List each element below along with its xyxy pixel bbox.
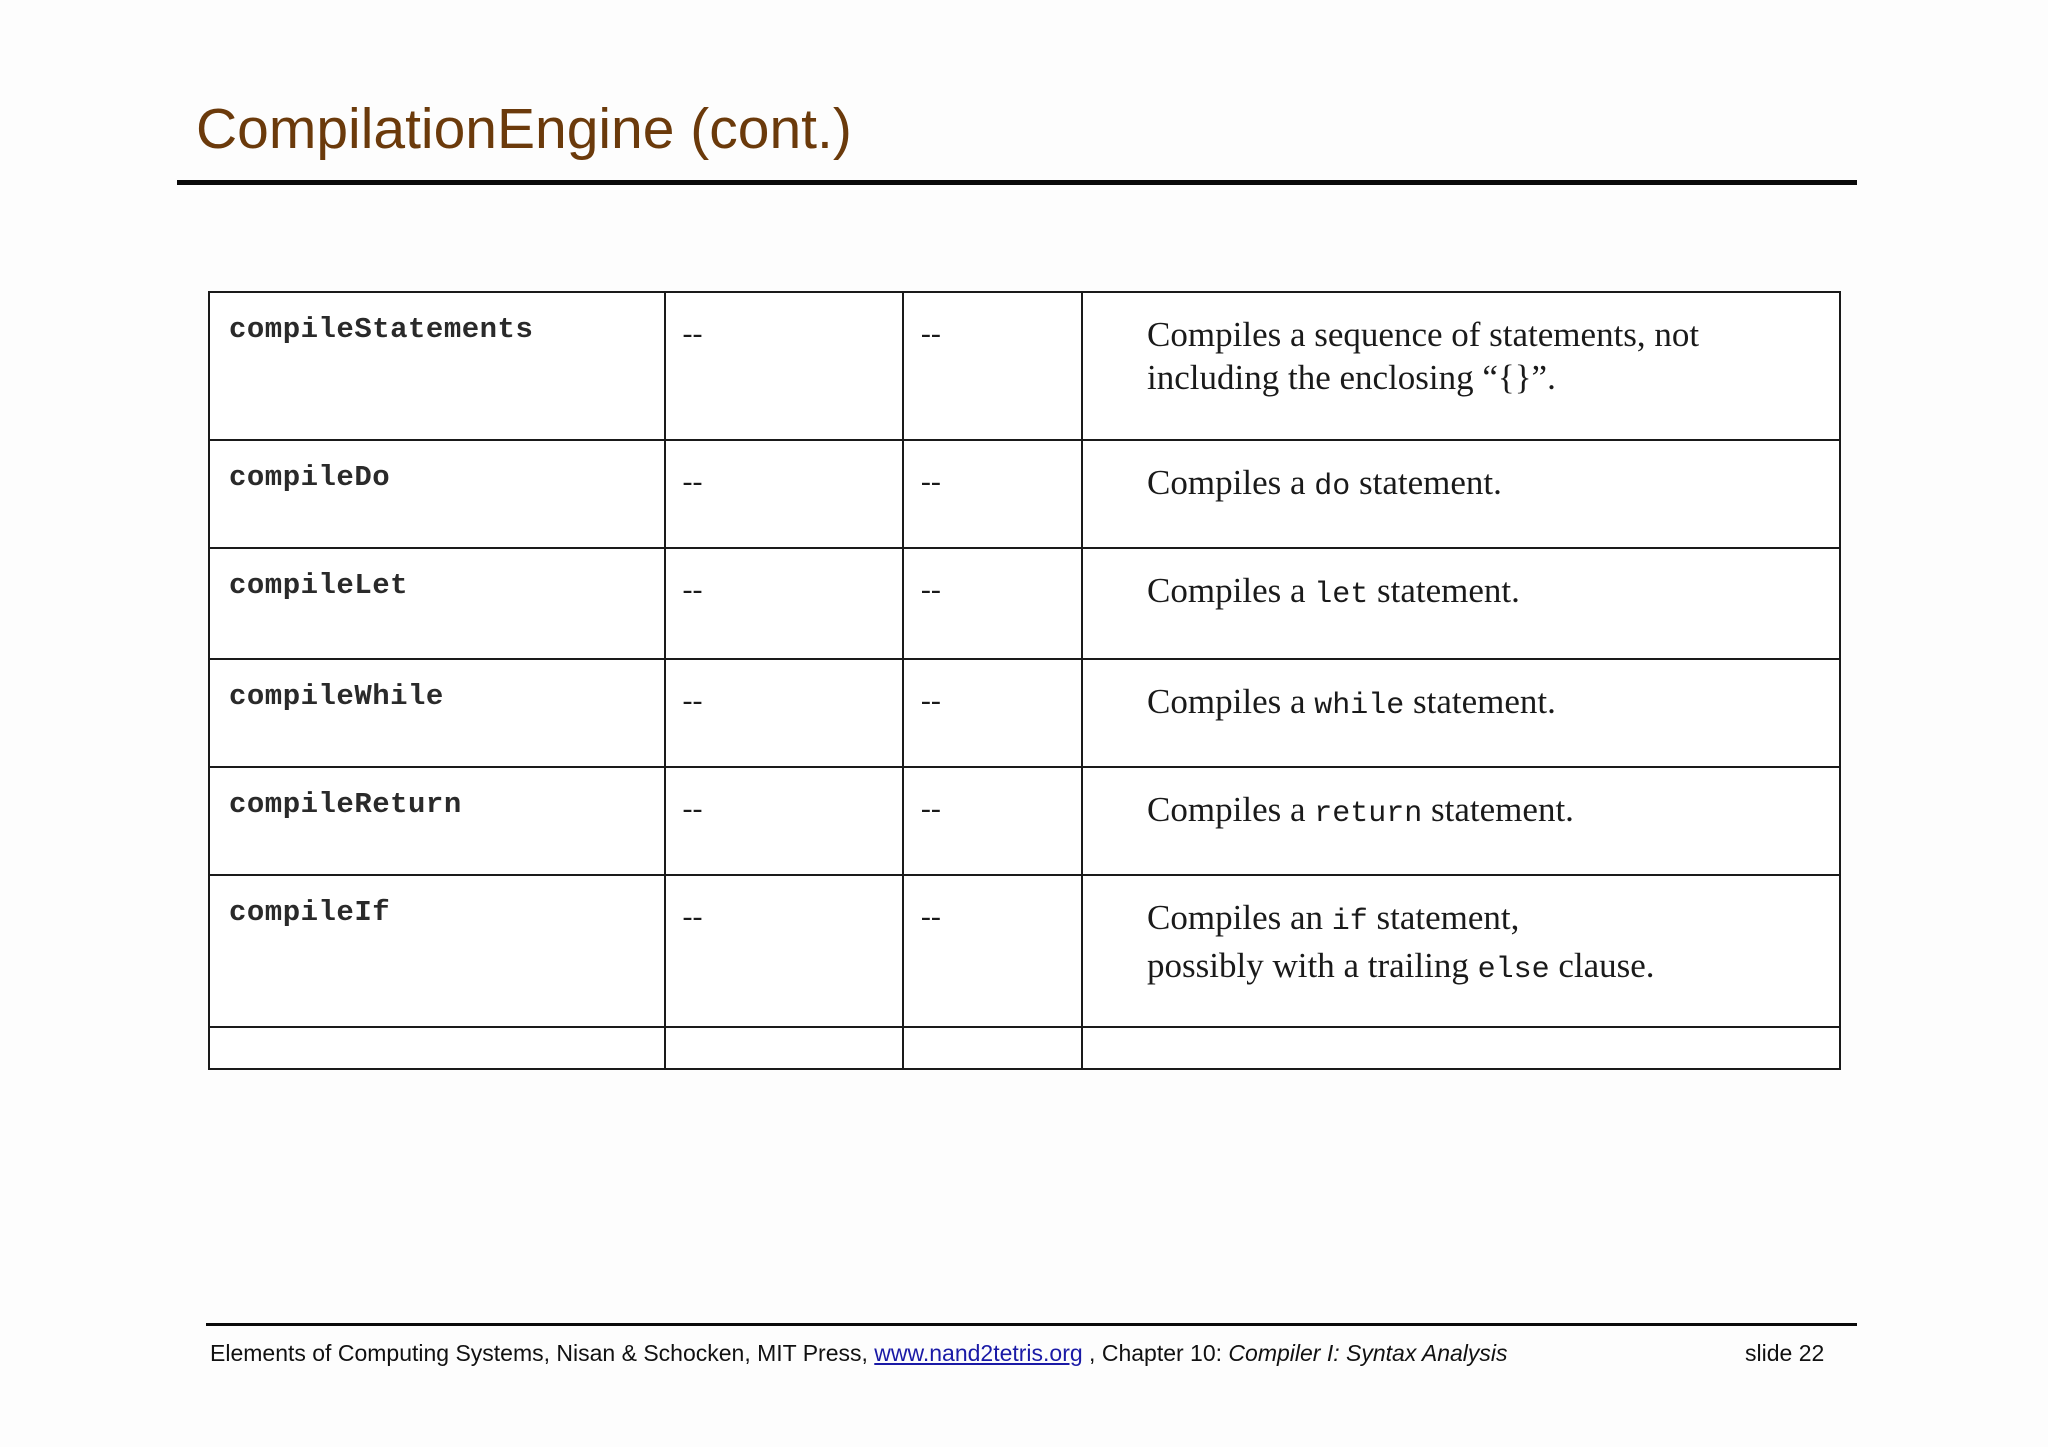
description-text: possibly with a trailing — [1147, 946, 1478, 985]
description-text: statement. — [1404, 682, 1556, 721]
footer-link[interactable]: www.nand2tetris.org — [874, 1340, 1083, 1366]
routine-returns: -- — [903, 440, 1082, 548]
routine-arguments: -- — [665, 548, 903, 659]
table-row — [209, 548, 1840, 659]
routine-description — [1082, 548, 1840, 659]
slide-number: slide 22 — [1745, 1340, 1825, 1366]
footer-chapter-title: Compiler I: Syntax Analysis — [1228, 1340, 1508, 1366]
table-row — [209, 292, 1840, 440]
description-code: return — [1314, 797, 1423, 831]
description-text: statement, — [1367, 898, 1520, 937]
description-code: while — [1314, 689, 1405, 723]
table-row-truncated — [209, 1027, 1840, 1069]
table-row — [209, 875, 1840, 1027]
api-table — [208, 291, 1841, 1070]
routine-name: compileLet — [209, 548, 665, 659]
description-text: clause. — [1549, 946, 1655, 985]
description-code: do — [1314, 470, 1351, 504]
footer-chapter-prefix: , Chapter 10: — [1082, 1340, 1229, 1366]
table-row — [209, 440, 1840, 548]
description-text: Compiles a sequence of statements, not including the enclosing “{}”. — [1147, 315, 1700, 397]
description-text: statement. — [1422, 790, 1574, 829]
routine-arguments: -- — [665, 292, 903, 440]
routine-returns: -- — [903, 292, 1082, 440]
routine-description — [1082, 440, 1840, 548]
routine-returns: -- — [903, 875, 1082, 1027]
title-divider — [177, 180, 1857, 185]
api-table-container — [208, 291, 1843, 987]
footer-source: Elements of Computing Systems, Nisan & Schocken, MIT Press, — [210, 1340, 875, 1366]
slide-title: CompilationEngine (cont.) — [196, 97, 852, 161]
routine-returns: -- — [903, 767, 1082, 875]
routine-description — [1082, 767, 1840, 875]
routine-description — [1082, 292, 1840, 440]
routine-arguments: -- — [665, 659, 903, 767]
routine-name: compileWhile — [209, 659, 665, 767]
description-code: let — [1314, 578, 1369, 612]
description-text: Compiles a — [1147, 571, 1315, 610]
description-code: else — [1477, 953, 1550, 987]
routine-arguments: -- — [665, 767, 903, 875]
footer-citation — [210, 1340, 1508, 1367]
description-text: statement. — [1350, 463, 1502, 502]
description-text: Compiles a — [1147, 463, 1315, 502]
description-text: statement. — [1368, 571, 1520, 610]
routine-description — [1082, 875, 1840, 1027]
routine-name: compileIf — [209, 875, 665, 1027]
routine-returns: -- — [903, 548, 1082, 659]
routine-name: compileStatements — [209, 292, 665, 440]
routine-returns: -- — [903, 659, 1082, 767]
routine-description — [1082, 659, 1840, 767]
table-row — [209, 659, 1840, 767]
footer-divider — [206, 1323, 1857, 1326]
routine-arguments: -- — [665, 440, 903, 548]
description-text: Compiles a — [1147, 790, 1315, 829]
table-row — [209, 767, 1840, 875]
description-code: if — [1331, 905, 1368, 939]
description-text: Compiles an — [1147, 898, 1332, 937]
description-text: Compiles a — [1147, 682, 1315, 721]
routine-arguments: -- — [665, 875, 903, 1027]
routine-name: compileDo — [209, 440, 665, 548]
routine-name: compileReturn — [209, 767, 665, 875]
